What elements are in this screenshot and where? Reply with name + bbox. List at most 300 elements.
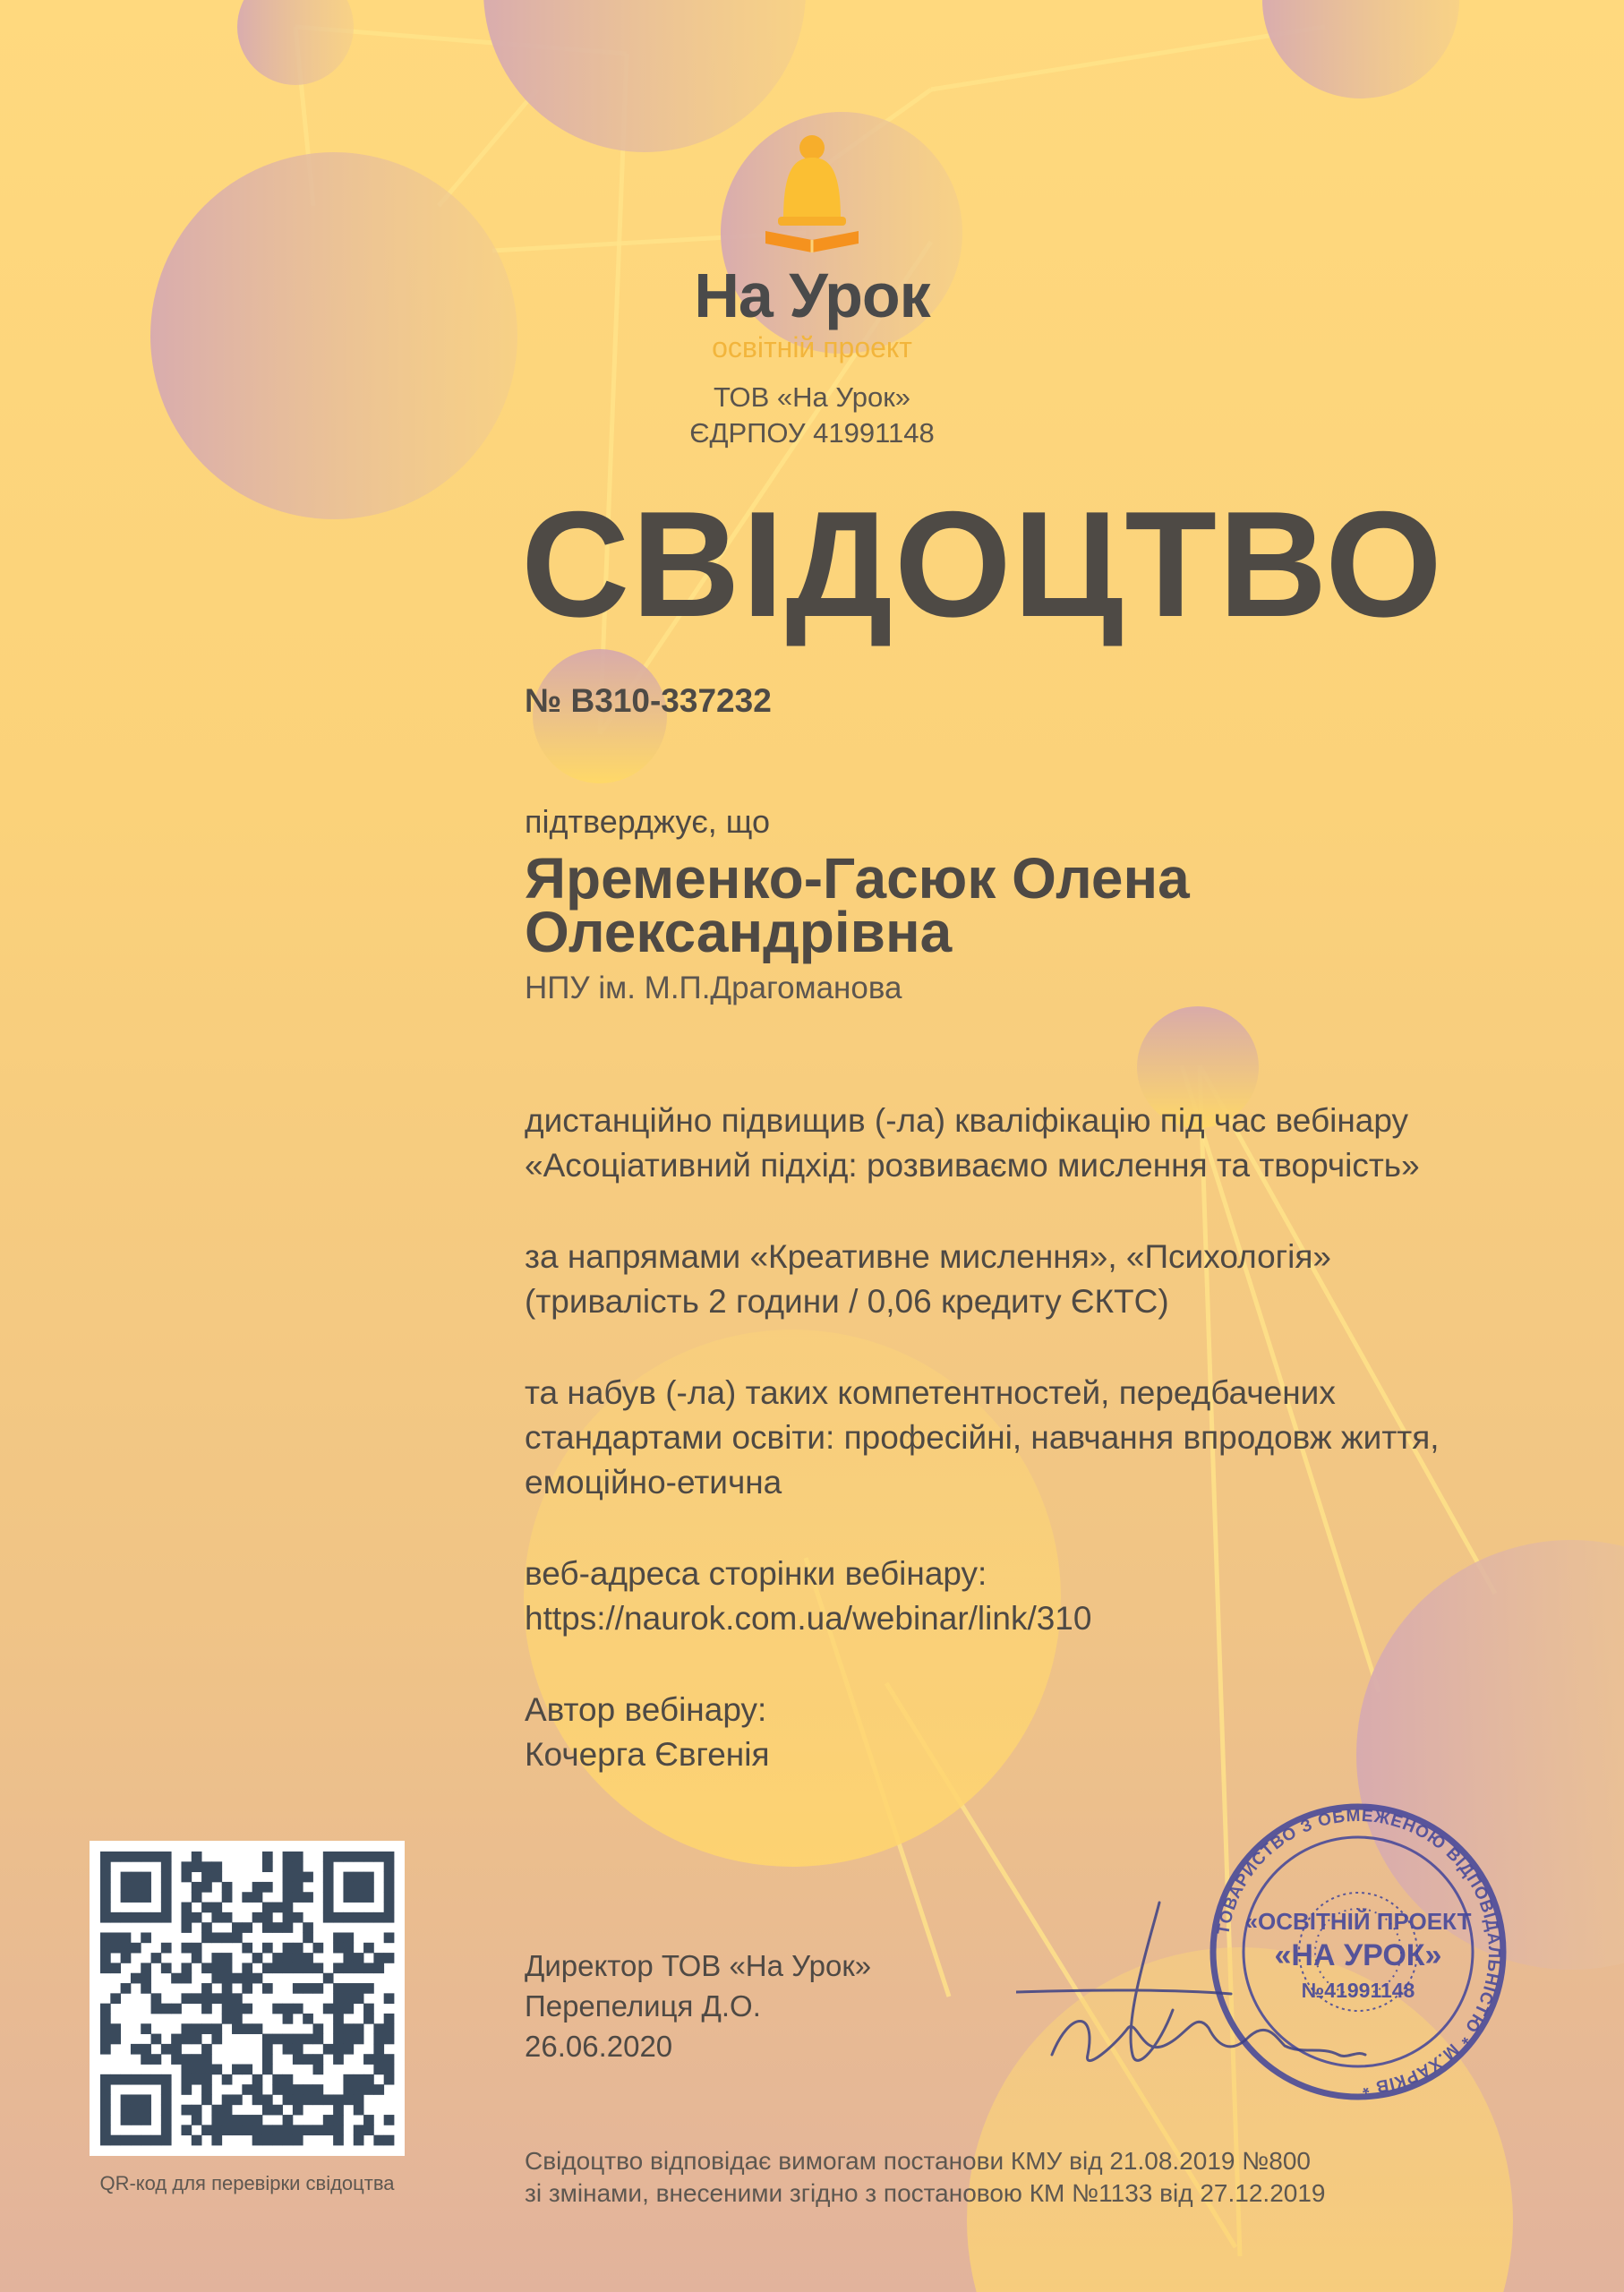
qr-module (363, 1963, 374, 1973)
qr-module (262, 1912, 273, 1923)
qr-module (283, 1852, 294, 1862)
qr-module (354, 2105, 364, 2116)
qr-module (211, 2135, 222, 2146)
qr-module (161, 1852, 172, 1862)
qr-module (384, 1993, 395, 2004)
qr-module (181, 2084, 192, 2095)
qr-module (121, 2105, 132, 2116)
qr-module (252, 1953, 263, 1963)
qr-module (151, 2054, 162, 2065)
qr-module (100, 1882, 111, 1893)
qr-module (283, 2135, 294, 2146)
qr-module (333, 1852, 344, 1862)
qr-module (272, 1922, 283, 1933)
qr-module (181, 2023, 192, 2034)
qr-module (121, 1852, 132, 1862)
qr-module (121, 2094, 132, 2105)
qr-module (333, 1943, 344, 1954)
qr-module (161, 1892, 172, 1903)
qr-module (252, 1882, 263, 1893)
qr-module (181, 2054, 192, 2065)
qr-module (181, 2125, 192, 2135)
qr-module (313, 1963, 324, 1973)
qr-module (283, 2125, 294, 2135)
qr-module (121, 1983, 132, 1994)
qr-module (171, 2034, 182, 2045)
qr-module (262, 2065, 273, 2075)
logo-subtitle: освітній проект (712, 331, 912, 363)
qr-module (100, 1912, 111, 1923)
webinar-url[interactable]: https://naurok.com.ua/webinar/link/310 (525, 1600, 1092, 1637)
qr-module (363, 1943, 374, 1954)
qr-module (293, 2105, 303, 2116)
qr-module (232, 1932, 243, 1943)
qr-module (161, 1912, 172, 1923)
qr-module (252, 2125, 263, 2135)
qr-module (313, 2054, 324, 2065)
qr-module (303, 1983, 313, 1994)
qr-module (100, 2125, 111, 2135)
qr-module (211, 1973, 222, 1984)
qr-module (252, 2084, 263, 2095)
qr-module (283, 2034, 294, 2045)
qr-module (373, 1963, 384, 1973)
qr-module (181, 2074, 192, 2085)
qr-module (303, 1953, 313, 1963)
qr-module (293, 1852, 303, 1862)
qr-module (100, 1932, 111, 1943)
qr-module (354, 1993, 364, 2004)
logo-block (0, 134, 1624, 451)
bubble (483, 0, 806, 152)
qr-module (232, 2125, 243, 2135)
qr-module (121, 2115, 132, 2125)
qr-module (110, 2023, 121, 2034)
qr-module (343, 1993, 354, 2004)
qr-module (131, 1973, 141, 1984)
qr-module (222, 1963, 233, 1973)
qr-module (252, 2094, 263, 2105)
qr-module (161, 2074, 172, 2085)
qr-module (201, 2054, 212, 2065)
qr-module (121, 2074, 132, 2085)
qr-module (141, 2044, 151, 2055)
qr-module (303, 2034, 313, 2045)
qr-module (252, 1912, 263, 1923)
qr-module (161, 2004, 172, 2014)
qr-module (323, 2044, 334, 2055)
qr-module (151, 2034, 162, 2045)
qr-module (222, 2125, 233, 2135)
qr-module (363, 2115, 374, 2125)
qr-module (201, 1872, 212, 1883)
qr-module (343, 1983, 354, 1994)
qr-module (131, 2135, 141, 2146)
qr-module (192, 2135, 202, 2146)
qr-module (272, 2125, 283, 2135)
qr-module (303, 1932, 313, 1943)
qr-module (373, 2054, 384, 2065)
qr-module (141, 1872, 151, 1883)
qr-module (131, 2115, 141, 2125)
qr-module (323, 2094, 334, 2105)
qr-module (181, 1922, 192, 1933)
qr-module (354, 1912, 364, 1923)
qr-module (272, 2074, 283, 2085)
qr-module (343, 2084, 354, 2095)
qr-module (384, 1892, 395, 1903)
qr-module (252, 2074, 263, 2085)
qr-module (181, 1872, 192, 1883)
qr-module (222, 2094, 233, 2105)
qr-module (384, 1872, 395, 1883)
qr-module (354, 1953, 364, 1963)
qr-module (283, 1943, 294, 1954)
qr-module (313, 2084, 324, 2095)
qr-module (222, 2014, 233, 2024)
qr-module (181, 2034, 192, 2045)
qr-module (242, 1983, 252, 1994)
qr-module (262, 2054, 273, 2065)
qr-module (333, 2094, 344, 2105)
qr-module (201, 1922, 212, 1933)
qr-module (354, 2084, 364, 2095)
qr-module (110, 2135, 121, 2146)
webinar-url-block (525, 1552, 1509, 1641)
author-block (525, 1688, 1509, 1777)
qr-module (354, 2074, 364, 2085)
qr-module (343, 2004, 354, 2014)
qr-module (192, 2034, 202, 2045)
qr-module (363, 1892, 374, 1903)
qr-module (201, 2004, 212, 2014)
recipient-name: Яременко-Гасюк Олена Олександрівна (525, 846, 1190, 964)
qr-module (373, 2084, 384, 2095)
qr-module (354, 1892, 364, 1903)
qr-module (293, 2125, 303, 2135)
certificate-body (525, 801, 1509, 1777)
stamp-outer-text: ТОВАРИСТВО З ОБМЕЖЕНОЮ ВІДПОВІДАЛЬНІСТЮ * М.ХАРКІВ * (1214, 1806, 1504, 2097)
qr-module (354, 1872, 364, 1883)
qr-module (303, 1892, 313, 1903)
qr-module (141, 1932, 151, 1943)
qr-module (363, 2074, 374, 2085)
bubble (1262, 0, 1459, 98)
qr-module (192, 1852, 202, 1862)
qr-module (384, 2065, 395, 2075)
qr-module (333, 2054, 344, 2065)
qr-module (151, 1852, 162, 1862)
qr-module (363, 1983, 374, 1994)
qr-module (373, 1912, 384, 1923)
qr-module (272, 2105, 283, 2116)
qr-module (232, 2014, 243, 2024)
qr-module (373, 2034, 384, 2045)
author-label: Автор вебінару: (525, 1691, 767, 1728)
qr-module (283, 2074, 294, 2085)
qr-module (141, 2054, 151, 2065)
qr-module (354, 1882, 364, 1893)
qr-module (110, 1943, 121, 1954)
qr-module (141, 2023, 151, 2034)
qr-module (354, 2125, 364, 2135)
qr-module (262, 2105, 273, 2116)
qr-module (242, 1963, 252, 1973)
qr-module (283, 1922, 294, 1933)
qr-module (181, 2065, 192, 2075)
qr-module (293, 1882, 303, 1893)
qr-module (211, 1861, 222, 1872)
qr-module (121, 2135, 132, 2146)
qr-module (373, 2044, 384, 2055)
qr-module (293, 1953, 303, 1963)
qr-module (384, 1882, 395, 1893)
qr-module (303, 1963, 313, 1973)
qr-module (110, 1963, 121, 1973)
qr-module (323, 1912, 334, 1923)
qr-module (363, 2014, 374, 2024)
qr-module (141, 1912, 151, 1923)
qr-module (333, 2115, 344, 2125)
qr-module (343, 1963, 354, 1973)
qr-module (373, 2135, 384, 2146)
qr-module (283, 1872, 294, 1883)
qr-module (343, 1892, 354, 1903)
director-name: Перепелиця Д.О. (525, 1989, 761, 2023)
qr-module (141, 1882, 151, 1893)
qr-module (211, 1953, 222, 1963)
qr-module (272, 2084, 283, 2095)
qr-module (283, 2084, 294, 2095)
bubble (237, 0, 354, 85)
qr-module (110, 2034, 121, 2045)
qr-module (333, 1983, 344, 1994)
qr-module (222, 1993, 233, 2004)
qr-module (343, 1872, 354, 1883)
qr-module (131, 1852, 141, 1862)
qr-module (262, 1963, 273, 1973)
qr-module (363, 2125, 374, 2135)
qr-module (333, 2135, 344, 2146)
qr-module (363, 2004, 374, 2014)
qr-module (242, 1892, 252, 1903)
qr-module (384, 1912, 395, 1923)
qr-module (181, 1943, 192, 1954)
qr-module (333, 1993, 344, 2004)
qr-module (161, 2135, 172, 2146)
qr-module (110, 1912, 121, 1923)
qr-module (293, 1892, 303, 1903)
qr-module (192, 2074, 202, 2085)
qr-module (232, 2065, 243, 2075)
qr-module (343, 1912, 354, 1923)
qr-module (262, 1852, 273, 1862)
qr-module (181, 2105, 192, 2116)
qr-module (222, 2105, 233, 2116)
qr-module (272, 1953, 283, 1963)
qr-module (192, 1943, 202, 1954)
company-edrpou: ЄДРПОУ 41991148 (689, 417, 935, 449)
qr-module (201, 2084, 212, 2095)
qr-module (242, 2023, 252, 2034)
qr-module (262, 2044, 273, 2055)
qr-module (283, 2094, 294, 2105)
qr-module (343, 1852, 354, 1862)
qr-module (110, 2074, 121, 2085)
qr-module (272, 1903, 283, 1913)
qr-module (192, 2054, 202, 2065)
qr-module (211, 1903, 222, 1913)
qr-module (100, 1852, 111, 1862)
qr-module (343, 2023, 354, 2034)
qr-module (211, 2105, 222, 2116)
qr-module (283, 1953, 294, 1963)
qr-module (343, 1943, 354, 1954)
qr-module (333, 2125, 344, 2135)
qr-module (354, 2094, 364, 2105)
qr-module (283, 2044, 294, 2055)
qr-module (333, 2023, 344, 2034)
qr-module (343, 2044, 354, 2055)
stamp-line-2: «НА УРОК» (1274, 1938, 1442, 1972)
qr-module (262, 2135, 273, 2146)
qr-module (242, 1943, 252, 1954)
qr-module (293, 1912, 303, 1923)
legal-line-2: зі змінами, внесеними згідно з постановою КМ №1133 від 27.12.2019 (525, 2179, 1326, 2207)
qr-module (201, 2044, 212, 2055)
qr-module (151, 1953, 162, 1963)
qr-module (232, 1993, 243, 2004)
qr-module (131, 2105, 141, 2116)
qr-module (222, 2004, 233, 2014)
qr-module (343, 2094, 354, 2105)
qr-code-image (90, 1841, 405, 2156)
qr-module (363, 1872, 374, 1883)
qr-module (354, 2023, 364, 2034)
qr-module (384, 2054, 395, 2065)
qr-module (100, 2115, 111, 2125)
qr-module (303, 1922, 313, 1933)
certificate-title: СВІДОЦТВО (521, 480, 1444, 648)
qr-module (161, 1963, 172, 1973)
qr-module (100, 1892, 111, 1903)
qr-module (384, 1903, 395, 1913)
qr-module (181, 1861, 192, 1872)
qr-module (171, 1973, 182, 1984)
qr-module (343, 2074, 354, 2085)
qr-module (151, 1912, 162, 1923)
stamp-line-3: №41991148 (1301, 1979, 1415, 2002)
qr-module (211, 1912, 222, 1923)
qr-module (262, 1922, 273, 1933)
qr-module (232, 2094, 243, 2105)
qr-module (293, 2044, 303, 2055)
qr-module (283, 1912, 294, 1923)
qr-module (363, 2084, 374, 2095)
qr-module (171, 2004, 182, 2014)
qr-module (333, 2034, 344, 2045)
qr-module (293, 1983, 303, 1994)
qr-module (211, 2034, 222, 2045)
qr-module (100, 2034, 111, 2045)
qr-module (141, 1983, 151, 1994)
qr-module (211, 1872, 222, 1883)
qr-module (232, 2004, 243, 2014)
qr-module (333, 1912, 344, 1923)
qr-module (100, 1872, 111, 1883)
qr-module (100, 2135, 111, 2146)
qr-module (222, 1882, 233, 1893)
qr-module (201, 1903, 212, 1913)
qr-module (141, 1852, 151, 1862)
qr-module (121, 1892, 132, 1903)
qr-module (242, 2125, 252, 2135)
qr-module (121, 1912, 132, 1923)
qr-module (363, 1912, 374, 1923)
qr-module (283, 1892, 294, 1903)
qr-module (333, 1963, 344, 1973)
qr-module (211, 1963, 222, 1973)
confirm-text: підтверджує, що (525, 803, 771, 840)
director-position: Директор ТОВ «На Урок» (525, 1949, 872, 1982)
qr-module (333, 2014, 344, 2024)
stamp-line-1: «ОСВІТНІЙ ПРОЕКТ (1244, 1908, 1472, 1935)
qr-module (222, 2115, 233, 2125)
qr-module (354, 2034, 364, 2045)
qr-module (363, 1852, 374, 1862)
qr-module (252, 1892, 263, 1903)
qr-module (222, 1912, 233, 1923)
qr-module (293, 1861, 303, 1872)
qr-module (323, 1882, 334, 1893)
qr-module (272, 2135, 283, 2146)
qr-module (192, 1912, 202, 1923)
qr-module (283, 2004, 294, 2014)
qr-module (293, 2004, 303, 2014)
certificate-number: № В310-337232 (525, 682, 772, 719)
qr-module (222, 1892, 233, 1903)
qr-module (303, 2094, 313, 2105)
qr-module (161, 2044, 172, 2055)
qr-module (272, 2004, 283, 2014)
qr-module (293, 2094, 303, 2105)
qr-module (384, 1852, 395, 1862)
qr-module (211, 2115, 222, 2125)
qr-module (201, 2074, 212, 2085)
qr-module (192, 1953, 202, 1963)
qr-module (131, 1943, 141, 1954)
qr-module (293, 2135, 303, 2146)
qr-module (211, 1993, 222, 2004)
author-name: Кочерга Євгенія (525, 1736, 770, 1773)
qr-module (181, 1973, 192, 1984)
qr-module (242, 2084, 252, 2095)
qr-module (161, 2094, 172, 2105)
qualification-paragraph: дистанційно підвищив (-ла) кваліфікацію під час вебінару «Асоціативний підхід: розвиваємо мислення та творчість» (525, 1102, 1420, 1184)
qr-module (303, 2054, 313, 2065)
qr-module (343, 1932, 354, 1943)
webinar-url-label: веб-адреса сторінки вебінару: (525, 1555, 987, 1592)
qr-module (384, 2023, 395, 2034)
qr-module (373, 2023, 384, 2034)
qr-module (333, 1932, 344, 1943)
qr-module (313, 2065, 324, 2075)
competencies-paragraph: та набув (-ла) таких компетентностей, передбачених стандартами освіти: професійні, навчання впродовж життя, емоційно-етична (525, 1374, 1440, 1501)
qr-module (313, 2034, 324, 2045)
qr-module (192, 1993, 202, 2004)
qr-module (171, 2044, 182, 2055)
qr-module (192, 2065, 202, 2075)
